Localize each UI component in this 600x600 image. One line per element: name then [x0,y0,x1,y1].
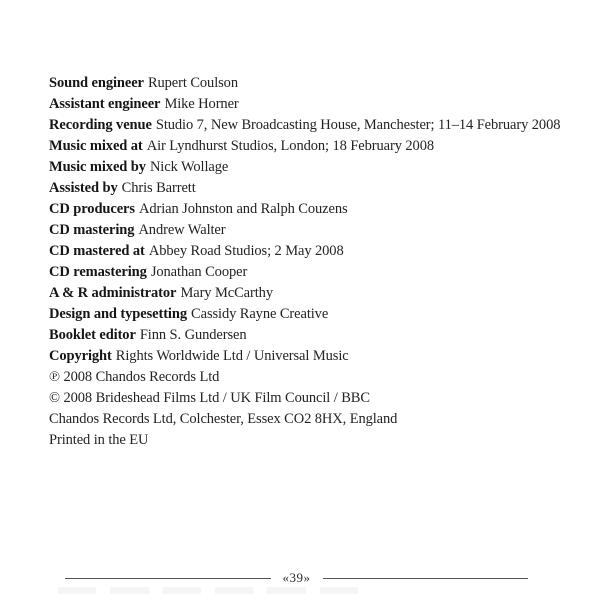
credit-value: Cassidy Rayne Creative [191,306,329,322]
credit-label: A & R administrator [49,285,177,301]
credit-value: Rupert Coulson [147,75,238,91]
credit-value: Finn S. Gundersen [139,327,247,343]
credit-label: Music mixed by [49,159,146,175]
footer-rule-left [65,578,271,579]
credit-line [49,178,570,199]
credit-value: Chandos Records Ltd, Colchester, Essex CO2 8HX, England [49,411,398,427]
credit-line [49,115,570,136]
scan-bleed-artifact [58,587,358,594]
credit-value: Adrian Johnston and Ralph Couzens [138,201,348,217]
credit-line [49,409,570,430]
credit-line [49,304,570,325]
credit-label: Booklet editor [49,327,136,343]
credit-label: Assisted by [49,180,118,196]
credit-line [49,220,570,241]
credit-line [49,241,570,262]
credit-line [49,199,570,220]
credit-line [49,346,570,367]
footer-rule-right [323,578,529,579]
credit-line [49,157,570,178]
credit-line [49,94,570,115]
credit-line [49,283,570,304]
credit-label: Copyright [49,348,112,364]
credit-line [49,136,570,157]
credit-line [49,73,570,94]
credit-value: Rights Worldwide Ltd / Universal Music [115,348,349,364]
credit-value: Chris Barrett [121,180,196,196]
credit-line [49,367,570,388]
credit-line [49,262,570,283]
credit-value: Jonathan Cooper [150,264,248,280]
credit-line [49,388,570,409]
credit-value: Mike Horner [164,96,239,112]
credit-line [49,430,570,451]
credit-value: Andrew Walter [138,222,226,238]
credit-label: CD remastering [49,264,147,280]
credit-label: Assistant engineer [49,96,161,112]
credit-label: CD producers [49,201,135,217]
credit-value: Mary McCarthy [180,285,273,301]
credit-label: CD mastered at [49,243,145,259]
credit-value: Air Lyndhurst Studios, London; 18 February 2008 [146,138,435,154]
credit-value: Studio 7, New Broadcasting House, Manchester; 11–14 February 2008 [155,117,561,133]
credit-value: Nick Wollage [149,159,229,175]
credit-label: Recording venue [49,117,152,133]
credit-value: ℗ 2008 Chandos Records Ltd [49,369,220,385]
credit-value: Abbey Road Studios; 2 May 2008 [148,243,344,259]
page-number: «39» [282,570,311,585]
page-footer [65,570,528,586]
credit-value: © 2008 Brideshead Films Ltd / UK Film Council / BBC [49,390,370,406]
credit-label: Sound engineer [49,75,144,91]
credit-label: CD mastering [49,222,135,238]
credit-label: Music mixed at [49,138,143,154]
credit-label: Design and typesetting [49,306,187,322]
credits-list [49,73,570,451]
credit-line [49,325,570,346]
credit-value: Printed in the EU [49,432,149,448]
